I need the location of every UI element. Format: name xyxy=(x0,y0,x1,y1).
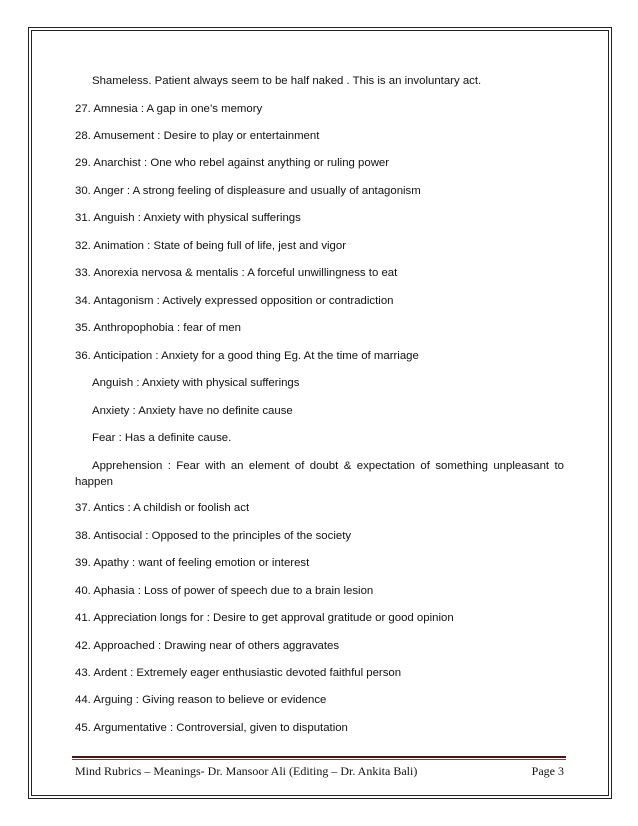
text-line: Fear : Has a definite cause. xyxy=(92,432,232,444)
text-line: 33. Anorexia nervosa & mentalis : A forceful unwillingness to eat xyxy=(75,267,398,279)
text-line: 27. Amnesia : A gap in one’s memory xyxy=(75,103,263,115)
text-line: 43. Ardent : Extremely eager enthusiastic devoted faithful person xyxy=(75,667,402,679)
text-line: 32. Animation : State of being full of life, jest and vigor xyxy=(75,240,347,252)
footer-rule-dark xyxy=(72,756,566,758)
text-line: 39. Apathy : want of feeling emotion or interest xyxy=(75,557,310,569)
text-line: 28. Amusement : Desire to play or entertainment xyxy=(75,130,320,142)
text-line: 38. Antisocial : Opposed to the principles of the society xyxy=(75,530,352,542)
text-line: 37. Antics : A childish or foolish act xyxy=(75,502,250,514)
text-line: 31. Anguish : Anxiety with physical sufferings xyxy=(75,212,301,224)
text-line: Shameless. Patient always seem to be half naked . This is an involuntary act. xyxy=(92,75,482,87)
text-line: 40. Aphasia : Loss of power of speech due to a brain lesion xyxy=(75,585,374,597)
text-line: 34. Antagonism : Actively expressed opposition or contradiction xyxy=(75,295,394,307)
text-line: 44. Arguing : Giving reason to believe or evidence xyxy=(75,694,327,706)
footer-title: Mind Rubrics – Meanings- Dr. Mansoor Ali (Editing – Dr. Ankita Bali) xyxy=(75,764,418,778)
text-line: 30. Anger : A strong feeling of displeasure and usually of antagonism xyxy=(75,185,421,197)
text-line: 45. Argumentative : Controversial, given to disputation xyxy=(75,722,348,734)
footer-rule-red xyxy=(72,759,566,760)
text-paragraph: Apprehension : Fear with an element of doubt & expectation of something unpleasant to happen xyxy=(75,460,564,488)
text-line: Anxiety : Anxiety have no definite cause xyxy=(92,405,293,417)
text-line: Anguish : Anxiety with physical sufferings xyxy=(92,377,300,389)
text-line: 36. Anticipation : Anxiety for a good thing Eg. At the time of marriage xyxy=(75,350,419,362)
text-line: 35. Anthropophobia : fear of men xyxy=(75,322,241,334)
text-line: 29. Anarchist : One who rebel against anything or ruling power xyxy=(75,157,390,169)
page-number: Page 3 xyxy=(531,764,564,778)
text-line: 42. Approached : Drawing near of others aggravates xyxy=(75,640,340,652)
text-line: 41. Appreciation longs for : Desire to get approval gratitude or good opinion xyxy=(75,612,454,624)
